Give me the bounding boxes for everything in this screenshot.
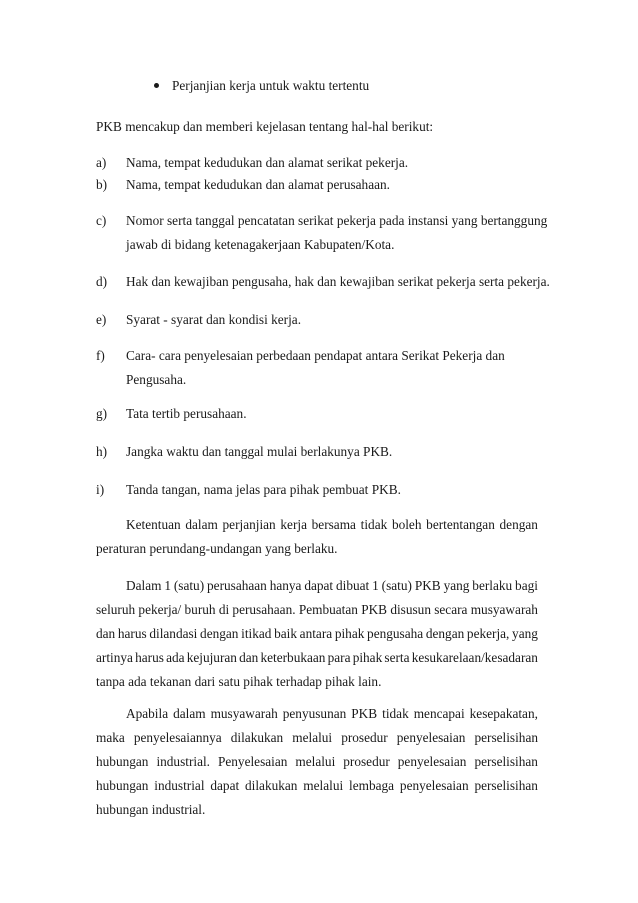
word: prosedur: [341, 730, 388, 745]
word: kerja: [280, 517, 307, 532]
word: 1: [164, 578, 171, 593]
word: baik: [274, 626, 297, 641]
bullet-dot-icon: [154, 83, 159, 88]
intro-text: PKB mencakup dan memberi kejelasan tentang hal-hal berikut:: [96, 119, 434, 134]
word: dilakukan: [230, 730, 284, 745]
item-marker-i: i): [96, 482, 105, 497]
word: perjanjian: [222, 517, 276, 532]
word: serta: [384, 650, 410, 665]
word: melalui: [292, 730, 333, 745]
word: kesepakatan,: [469, 706, 538, 721]
word: perselisihan: [474, 730, 538, 745]
word: hanya: [269, 578, 302, 593]
word: ada: [166, 650, 185, 665]
word: melalui: [295, 754, 336, 769]
item-e-line-1: Syarat - syarat dan kondisi kerja.: [126, 312, 302, 327]
word: perselisihan: [474, 754, 538, 769]
word: perselisihan: [474, 778, 538, 793]
word: secara: [434, 602, 468, 617]
word: disusun: [390, 602, 431, 617]
word: musyawarah: [210, 706, 278, 721]
word: (satu): [381, 578, 412, 593]
word: di: [218, 602, 230, 617]
word: penyelesaiannya: [133, 730, 222, 745]
word: bagi: [515, 578, 538, 593]
word: harus: [135, 650, 164, 665]
word: buruh: [184, 602, 216, 617]
item-i-line-1: Tanda tangan, nama jelas para pihak pembuat PKB.: [126, 482, 401, 497]
word: Apabila: [126, 706, 169, 721]
word: Dalam: [126, 578, 162, 593]
word: Ketentuan: [126, 517, 181, 532]
item-g-line-1: Tata tertib perusahaan.: [126, 406, 247, 421]
paragraph-2-line-4: [96, 650, 538, 666]
word: tidak: [382, 706, 409, 721]
item-marker-a: a): [96, 155, 107, 170]
word: dibuat: [336, 578, 370, 593]
word: (satu): [173, 578, 205, 593]
word: artinya: [96, 650, 133, 665]
word: perusahaan: [207, 578, 267, 593]
word: dilandasi: [149, 626, 198, 641]
word: kesukarelaan/kesadaran: [411, 650, 538, 665]
word: dengan: [499, 517, 538, 532]
word: seluruh: [96, 602, 136, 617]
word: tidak: [360, 517, 388, 532]
word: PKB: [361, 602, 388, 617]
paragraph-2-line-2: [96, 602, 538, 618]
word: penyusunan: [282, 706, 347, 721]
word: mencapai: [413, 706, 465, 721]
item-c-line-1: Nomor serta tanggal pencatatan serikat pekerja pada instansi yang bertanggung: [126, 213, 548, 228]
word: itikad: [241, 626, 272, 641]
word: yang: [512, 626, 538, 641]
word: dengan: [425, 626, 465, 641]
word: melalui: [303, 778, 344, 793]
paragraph-2-line-5: tanpa ada tekanan dari satu pihak terhadap pihak lain.: [96, 674, 382, 689]
word: pekerja,: [466, 626, 510, 641]
word: bersama: [311, 517, 356, 532]
word: harus: [117, 626, 147, 641]
word: industrial.: [156, 754, 210, 769]
word: boleh: [391, 517, 422, 532]
item-marker-b: b): [96, 177, 108, 192]
bullet-text: Perjanjian kerja untuk waktu tertentu: [172, 78, 370, 93]
word: penyelesaian: [397, 754, 467, 769]
word: pekerja/: [138, 602, 182, 617]
item-marker-g: g): [96, 406, 108, 421]
paragraph-3-line-1: [126, 706, 538, 722]
paragraph-3-line-5: hubungan industrial.: [96, 802, 206, 817]
word: prosedur: [343, 754, 390, 769]
paragraph-2-line-3: [96, 626, 538, 642]
paragraph-1-line-2: peraturan perundang-undangan yang berlaku.: [96, 541, 338, 556]
item-marker-e: e): [96, 312, 107, 327]
item-c-line-2: jawab di bidang ketenagakerjaan Kabupaten/Kota.: [126, 237, 395, 252]
item-marker-d: d): [96, 274, 108, 289]
word: Penyelesaian: [217, 754, 288, 769]
word: Pembuatan: [298, 602, 358, 617]
word: perusahaan.: [232, 602, 296, 617]
word: pihak: [334, 626, 365, 641]
word: hubungan: [96, 778, 149, 793]
item-f-line-2: Pengusaha.: [126, 372, 187, 387]
item-a-line-1: Nama, tempat kedudukan dan alamat serikat pekerja.: [126, 155, 409, 170]
item-marker-f: f): [96, 348, 105, 363]
word: hubungan: [96, 754, 149, 769]
word: lembaga: [349, 778, 395, 793]
word: antara: [299, 626, 333, 641]
word: penyelesaian: [396, 730, 466, 745]
paragraph-2-line-1: [126, 578, 538, 594]
word: pihak: [352, 650, 383, 665]
word: PKB: [414, 578, 441, 593]
word: kejujuran: [186, 650, 237, 665]
word: dan: [96, 626, 116, 641]
word: berlaku: [472, 578, 513, 593]
paragraph-1-line-1: [126, 517, 538, 533]
item-b-line-1: Nama, tempat kedudukan dan alamat perusahaan.: [126, 177, 390, 192]
word: keterbukaan: [260, 650, 326, 665]
item-d-line-1: Hak dan kewajiban pengusaha, hak dan kewajiban serikat pekerja serta pekerja.: [126, 274, 550, 289]
paragraph-3-line-4: [96, 778, 538, 794]
item-marker-c: c): [96, 213, 107, 228]
word: dalam: [185, 517, 218, 532]
item-f-line-1: Cara- cara penyelesaian perbedaan pendapat antara Serikat Pekerja dan: [126, 348, 505, 363]
word: dalam: [173, 706, 206, 721]
word: dan: [239, 650, 259, 665]
paragraph-3-line-3: [96, 754, 538, 770]
word: pengusaha: [367, 626, 424, 641]
word: dilakukan: [245, 778, 298, 793]
word: para: [327, 650, 351, 665]
word: dengan: [200, 626, 239, 641]
word: dapat: [210, 778, 240, 793]
item-marker-h: h): [96, 444, 108, 459]
word: industrial: [154, 778, 205, 793]
word: dapat: [304, 578, 334, 593]
word: 1: [372, 578, 379, 593]
word: yang: [443, 578, 470, 593]
item-h-line-1: Jangka waktu dan tanggal mulai berlakunya PKB.: [126, 444, 393, 459]
word: penyelesaian: [399, 778, 469, 793]
word: maka: [96, 730, 125, 745]
word: musyawarah: [470, 602, 538, 617]
paragraph-3-line-2: [96, 730, 538, 746]
word: PKB: [351, 706, 378, 721]
word: bertentangan: [426, 517, 495, 532]
